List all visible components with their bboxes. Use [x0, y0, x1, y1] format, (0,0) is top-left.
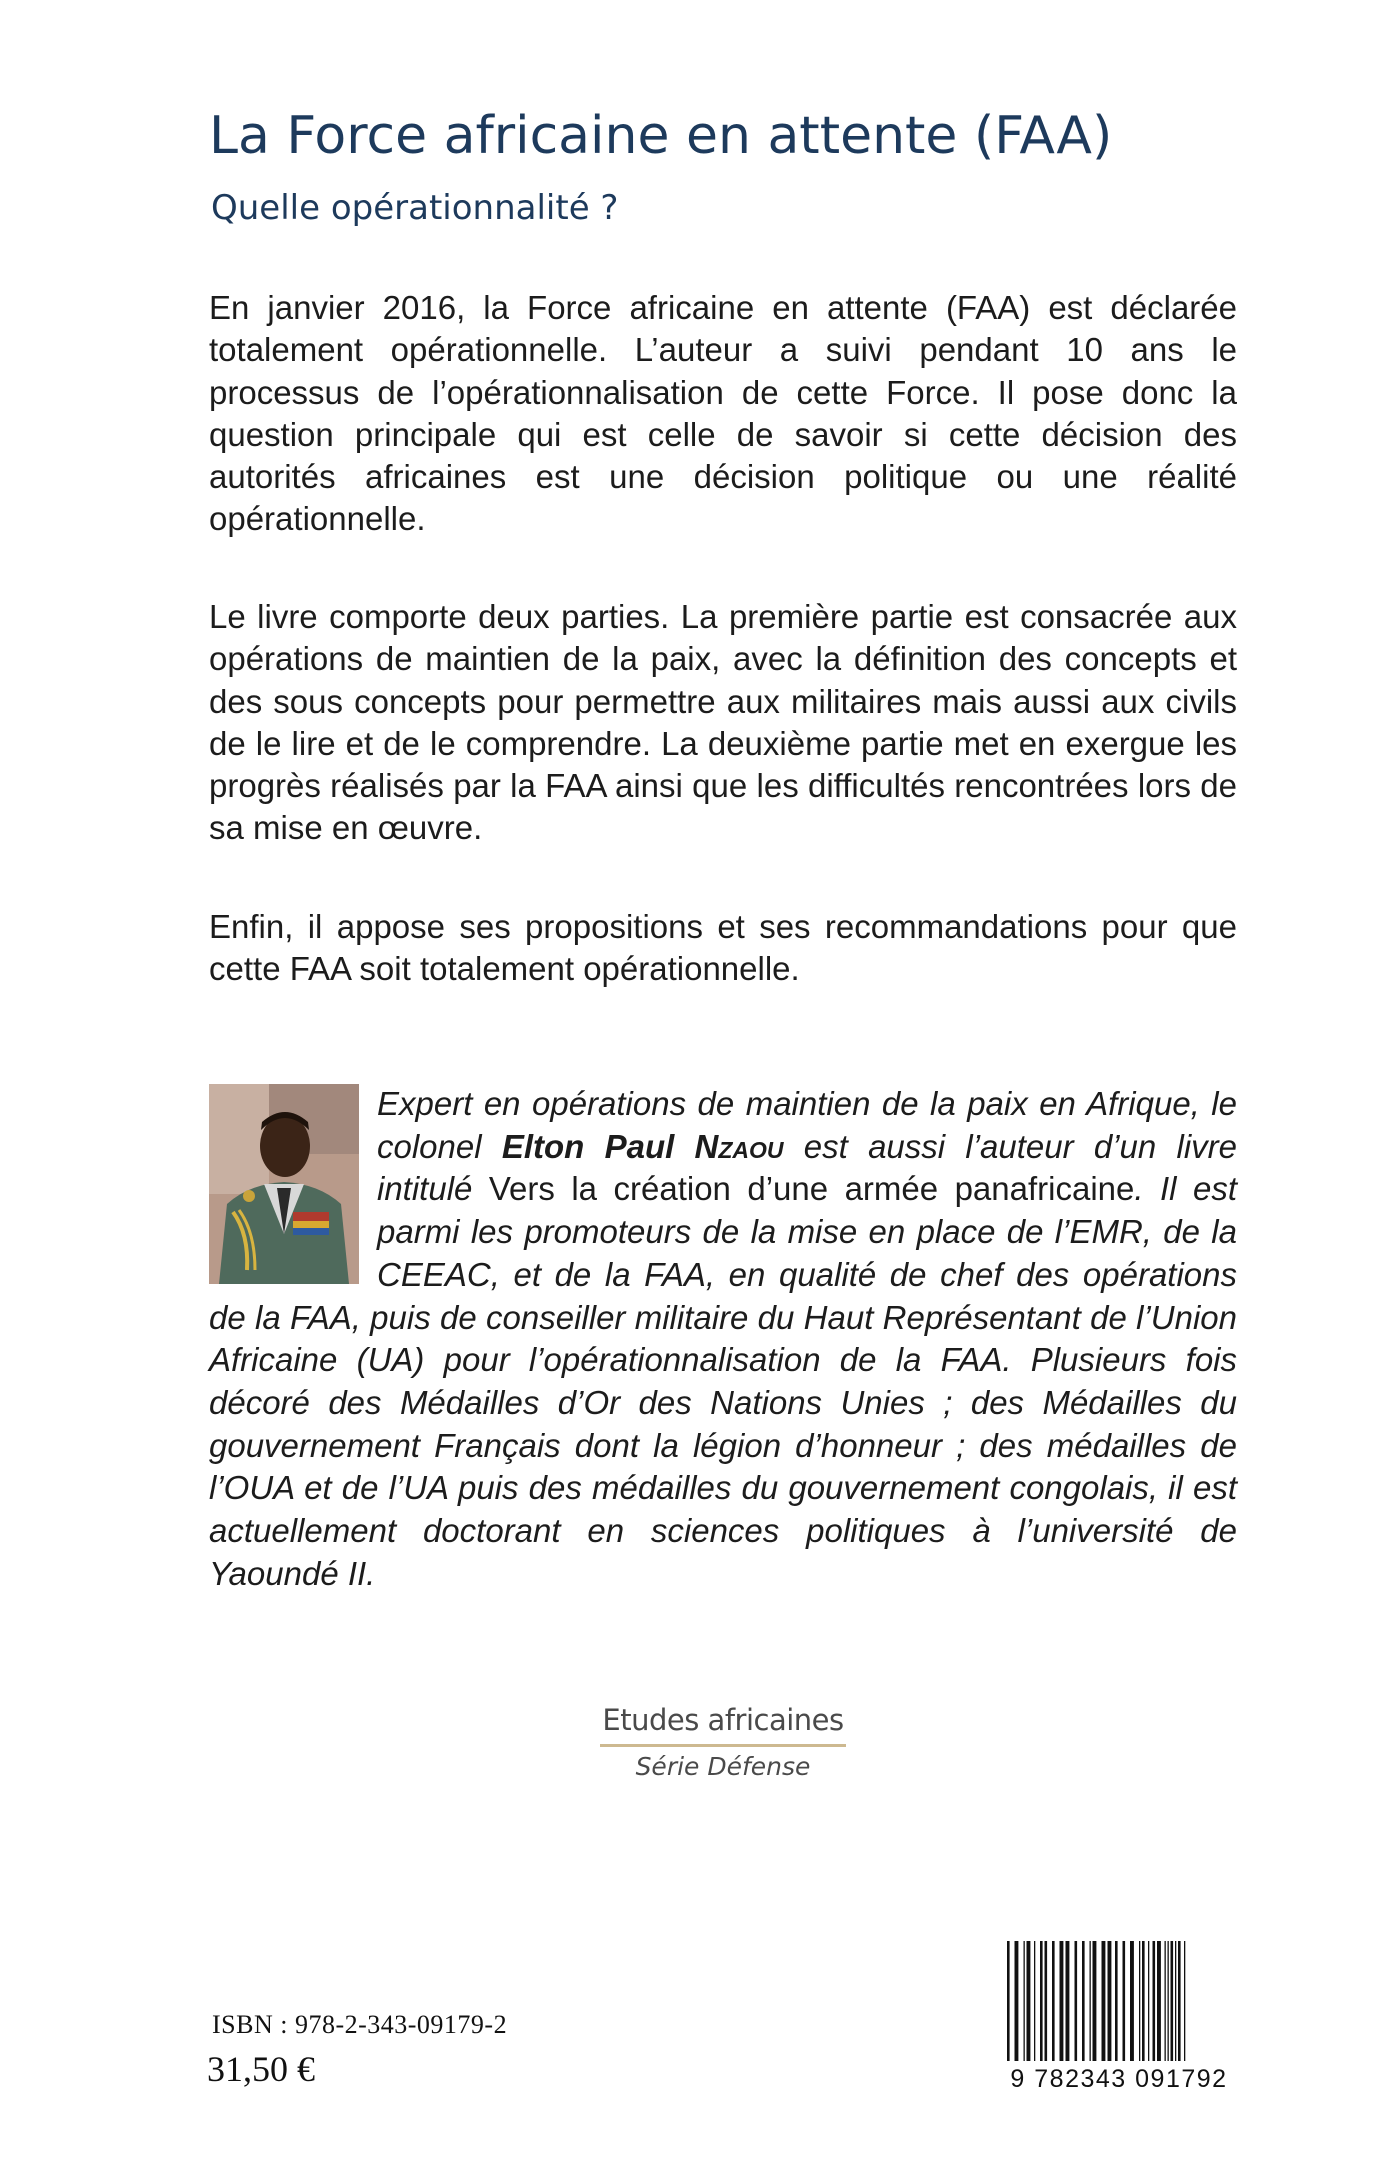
author-first-name: Elton Paul	[501, 1127, 695, 1165]
author-bio	[209, 1083, 1237, 1595]
bio-intro: Expert en opérations de maintien de la paix en Afrique, le colonel	[377, 1085, 1237, 1165]
barcode-bar	[1024, 1941, 1025, 2071]
barcode-bar	[1130, 1941, 1134, 2071]
barcode-bar	[1184, 1941, 1185, 2071]
barcode-bar	[1052, 1941, 1055, 2071]
bio-rest: . Il est parmi les promoteurs de la mise en place de l’EMR, de la CEEAC, et de la FAA, en qualité de chef des opérations de la FAA, puis de conseiller militaire du Haut Représentant de l’Union Africaine (UA) pour l’opérationnalisation de la FAA. Plusieurs fois décoré des Médailles d’Or des Nations Unies ; des Médailles du gouvernement Français dont la légion d’honneur ; des médailles de l’OUA et de l’UA puis des médailles du gouvernement congolais, il est actuellement doctorant en sciences politiques à l’université de Yaoundé II.	[209, 1170, 1237, 1592]
barcode-bar	[1066, 1941, 1070, 2071]
author-photo	[209, 1084, 359, 1284]
barcode-bar	[1153, 1941, 1156, 2071]
barcode-bar	[1027, 1941, 1031, 2071]
barcode-bar	[1075, 1941, 1078, 2071]
barcode-bar	[1102, 1941, 1106, 2071]
barcode-bar	[1093, 1941, 1097, 2071]
barcode-bar	[1034, 1941, 1035, 2071]
barcode-bar	[1123, 1941, 1126, 2071]
barcode-bar	[1015, 1941, 1019, 2071]
barcode-bar	[1178, 1941, 1181, 2071]
barcode-bar	[1082, 1941, 1085, 2071]
barcode-bars	[1003, 1941, 1235, 2071]
isbn: ISBN : 978-2-343-09179-2	[212, 2010, 508, 2039]
barcode-digits: 9 782343 091792	[1003, 2061, 1235, 2097]
book-subtitle: Quelle opérationnalité ?	[211, 188, 619, 228]
barcode-bar	[1115, 1941, 1118, 2071]
barcode-bar	[1139, 1941, 1140, 2071]
barcode-bar	[1045, 1941, 1048, 2071]
barcode-bar	[1168, 1941, 1169, 2071]
summary-paragraph-1: En janvier 2016, la Force africaine en attente (FAA) est déclarée totalement opérationnelle. L’auteur a suivi pendant 10 ans le processus de l’opérationnalisation de cette Force. Il pose donc la question principale qui est celle de savoir si cette décision des autorités africaines est une décision politique ou une réalité opérationnelle.	[209, 289, 1237, 538]
series-name: Etudes africaines	[600, 1700, 846, 1747]
book-title: La Force africaine en attente (FAA)	[209, 106, 1113, 166]
series-block	[600, 1700, 846, 1787]
summary-paragraph-3: Enfin, il appose ses propositions et ses recommandations pour que cette FAA soit totalement opérationnelle.	[209, 908, 1237, 988]
barcode-bar	[1175, 1941, 1176, 2071]
barcode-bar	[1007, 1941, 1010, 2071]
barcode-bar	[1040, 1941, 1043, 2071]
author-last-name: Nzaou	[694, 1127, 784, 1165]
series-subseries: Série Défense	[635, 1752, 811, 1781]
barcode-bar	[1148, 1941, 1149, 2071]
barcode-bar	[1108, 1941, 1112, 2071]
price: 31,50 €	[207, 2049, 315, 2089]
barcode-bar	[1060, 1941, 1064, 2071]
summary-paragraph-2: Le livre comporte deux parties. La première partie est consacrée aux opérations de maintien de la paix, avec la définition des concepts et des sous concepts pour permettre aux militaires mais aussi aux civils de le lire et de le comprendre. La deuxième partie met en exergue les progrès réalisés par la FAA ainsi que les difficultés rencontrées lors de sa mise en œuvre.	[209, 598, 1237, 847]
barcode	[1003, 1941, 1235, 2099]
barcode-bar	[1142, 1941, 1145, 2071]
barcode-bar	[1157, 1941, 1161, 2071]
previous-book-title: Vers la création d’une armée panafricaine	[488, 1170, 1135, 1208]
bio-after-name: est aussi l’auteur d’un livre intitulé	[377, 1127, 1238, 1208]
barcode-bar	[1171, 1941, 1174, 2071]
barcode-bar	[1165, 1941, 1166, 2071]
barcode-bar	[1090, 1941, 1091, 2071]
